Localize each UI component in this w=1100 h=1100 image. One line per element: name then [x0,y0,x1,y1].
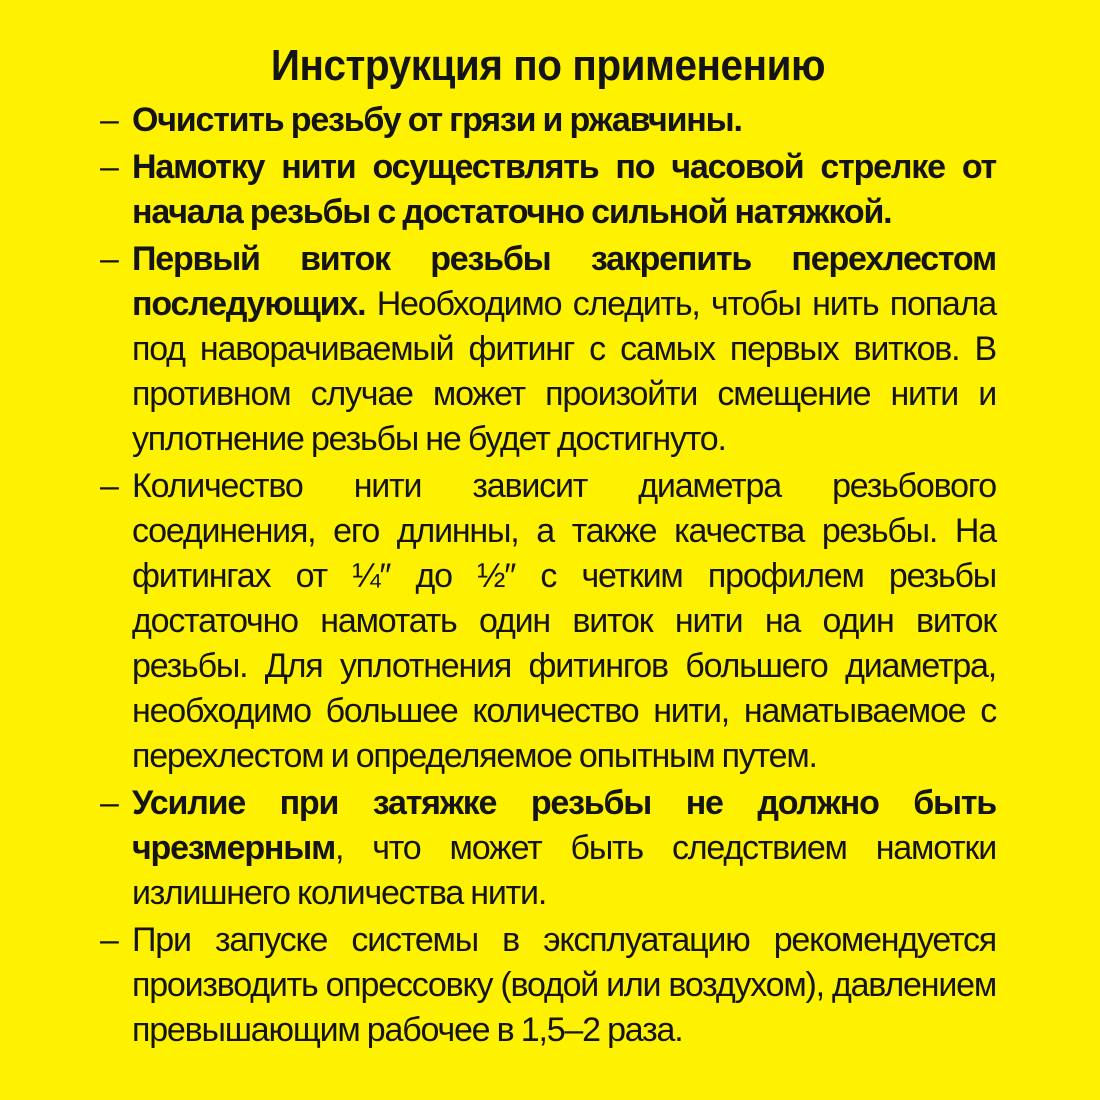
instruction-bold-text: Намотку нити осуществлять по часовой стрелке от начала резьбы с достаточно сильной натяжкой. [132,148,996,231]
list-dash: – [100,467,118,505]
instruction-text: Необходимо следить, чтобы нить попала под наворачиваемый фитинг с самых первых витков. В противном случае может произойти смещение нити и уплотнение резьбы не будет достигнуто. [132,285,996,458]
instruction-item [100,464,996,779]
instruction-text: Количество нити зависит диаметра резьбового соединения, его длинны, а также качества резьбы. На фитингах от ¼″ до ½″ с четким профилем резьбы достаточно намотать один виток нити на один виток резьбы. Для уплотнения фитингов большего диаметра, необходимо большее количество нити, наматываемое с перехлестом и определяемое опытным путем. [132,467,996,775]
list-dash: – [100,148,118,186]
instruction-bold-text: Усилие при затяжке резьбы не должно быть чрезмерным [132,784,996,867]
instruction-title: Инструкция по применению [270,41,826,90]
instruction-list [100,98,996,1053]
list-dash: – [100,240,118,278]
instruction-bold-text: Очистить резьбу от грязи и ржавчины. [132,101,742,139]
instruction-item [100,237,996,462]
instruction-item [100,781,996,916]
instruction-text: При запуске системы в эксплуатацию рекомендуется производить опрессовку (водой или воздухом), давлением превышающим рабочее в 1,5–2 раза. [132,921,996,1049]
list-dash: – [100,101,118,139]
instruction-bold-text: Первый виток резьбы закрепить перехлестом последующих. [132,240,996,323]
instruction-text: , что может быть следствием намотки излишнего количества нити. [132,829,996,912]
list-dash: – [100,921,118,959]
instruction-item [100,98,996,143]
list-dash: – [100,784,118,822]
instruction-item [100,145,996,235]
instruction-item [100,918,996,1053]
